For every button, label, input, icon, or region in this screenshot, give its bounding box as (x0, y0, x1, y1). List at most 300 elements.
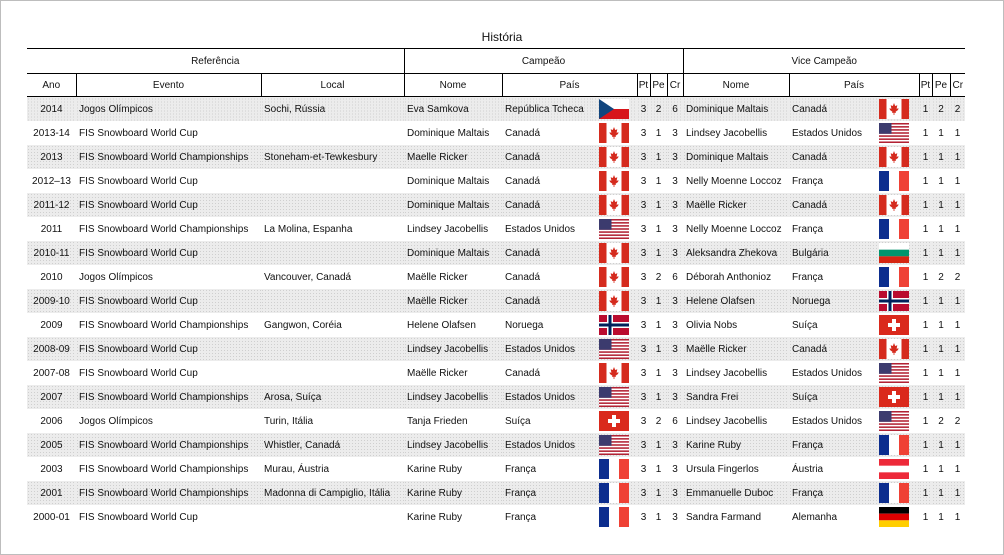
cell-vice-pe: 2 (932, 97, 950, 122)
cell-campeao-pais: França (502, 481, 591, 505)
cell-campeao-flag (591, 457, 637, 481)
cell-ano: 2005 (27, 433, 76, 457)
cell-campeao-cr: 3 (667, 385, 683, 409)
cell-campeao-pe: 1 (650, 481, 667, 505)
cell-vice-flag (869, 241, 919, 265)
cell-vice-pais: Bulgária (789, 241, 869, 265)
cell-vice-flag (869, 385, 919, 409)
cell-ano: 2011 (40, 223, 63, 235)
cell-campeao-nome: Helene Olafsen (407, 319, 476, 331)
cell-campeao-nome: Maëlle Ricker (404, 289, 502, 313)
cell-campeao-pe: 1 (655, 175, 662, 187)
cell-campeao-pe: 1 (655, 367, 662, 379)
cell-campeao-flag (591, 241, 637, 265)
cell-campeao-pt: 3 (640, 463, 647, 475)
cell-vice-pt: 1 (922, 223, 929, 235)
cell-vice-pe: 1 (938, 175, 944, 187)
cell-campeao-pt: 3 (640, 175, 647, 187)
cell-vice-nome: Sandra Frei (683, 385, 789, 409)
col-header-vice-nome: Nome (683, 74, 789, 97)
cell-vice-nome: Maëlle Ricker (683, 337, 789, 361)
cell-campeao-pt: 3 (640, 367, 647, 379)
czech-flag-icon (599, 99, 629, 119)
cell-vice-nome: Aleksandra Zhekova (683, 241, 789, 265)
canada-flag-icon (599, 147, 629, 167)
cell-vice-flag (869, 505, 919, 529)
cell-vice-pe: 2 (938, 271, 944, 283)
table-row (27, 145, 965, 169)
cell-vice-pt: 1 (919, 193, 932, 217)
cell-campeao-pais: Canadá (502, 193, 591, 217)
cell-campeao-cr: 6 (672, 271, 678, 283)
cell-campeao-nome: Dominique Maltais (407, 127, 490, 139)
cell-campeao-pt: 3 (637, 289, 650, 313)
cell-campeao-flag (591, 505, 637, 529)
cell-campeao-cr: 3 (672, 175, 678, 187)
cell-vice-cr: 1 (950, 385, 965, 409)
cell-evento: FIS Snowboard World Cup (79, 175, 198, 187)
cell-campeao-pt: 3 (637, 385, 650, 409)
cell-campeao-pe: 1 (655, 223, 662, 235)
cell-campeao-flag (591, 193, 637, 217)
cell-vice-pais: França (792, 271, 824, 283)
cell-campeao-pais: Canadá (505, 367, 541, 379)
canada-flag-icon (599, 171, 629, 191)
cell-vice-pais: França (789, 481, 869, 505)
cell-campeao-pe: 1 (655, 319, 662, 331)
cell-evento: FIS Snowboard World Cup (76, 289, 261, 313)
cell-campeao-flag (591, 145, 637, 169)
cell-ano: 2010 (40, 271, 63, 283)
canada-flag-icon (879, 339, 909, 359)
table-title: História (481, 30, 523, 44)
cell-vice-pt: 1 (919, 433, 932, 457)
cell-local: Gangwon, Coréia (264, 319, 342, 331)
cell-campeao-nome: Lindsey Jacobellis (404, 337, 502, 361)
table-row (27, 193, 965, 217)
cell-campeao-pe: 1 (655, 463, 662, 475)
canada-flag-icon (599, 195, 629, 215)
table-row (27, 481, 965, 505)
cell-campeao-pe: 2 (650, 97, 667, 122)
cell-campeao-pe: 1 (650, 337, 667, 361)
table-row (27, 265, 965, 289)
history-table (27, 48, 965, 529)
cell-vice-pt: 1 (919, 385, 932, 409)
cell-local (261, 193, 404, 217)
cell-local (261, 289, 404, 313)
cell-vice-pt: 1 (922, 415, 929, 427)
col-header-campeao-cr: Cr (667, 74, 683, 97)
cell-vice-nome: Emmanuelle Duboc (683, 481, 789, 505)
cell-vice-cr: 1 (950, 481, 965, 505)
cell-vice-pt: 1 (922, 175, 929, 187)
cell-campeao-pt: 3 (637, 433, 650, 457)
col-header-ano: Ano (27, 74, 76, 97)
cell-evento: FIS Snowboard World Championships (79, 319, 249, 331)
usa-flag-icon (599, 339, 629, 359)
cell-campeao-cr: 3 (667, 145, 683, 169)
usa-flag-icon (599, 435, 629, 455)
cell-campeao-cr: 3 (667, 481, 683, 505)
cell-local: Arosa, Suíça (261, 385, 404, 409)
cell-campeao-pais: Estados Unidos (502, 337, 591, 361)
cell-campeao-pais: República Tcheca (502, 97, 591, 122)
cell-vice-flag (869, 217, 919, 241)
cell-campeao-flag (591, 385, 637, 409)
cell-campeao-flag (591, 217, 637, 241)
table-row (27, 121, 965, 145)
cell-campeao-nome: Dominique Maltais (404, 241, 502, 265)
cell-vice-flag (869, 265, 919, 289)
cell-campeao-pt: 3 (640, 127, 647, 139)
cell-ano: 2006 (40, 415, 63, 427)
cell-campeao-cr: 6 (667, 97, 683, 122)
cell-local: Turin, Itália (264, 415, 314, 427)
cell-campeao-flag (591, 481, 637, 505)
cell-vice-pais: Noruega (789, 289, 869, 313)
cell-evento: FIS Snowboard World Cup (79, 127, 198, 139)
cell-campeao-pais: Canadá (505, 271, 541, 283)
cell-campeao-flag (591, 313, 637, 337)
cell-evento: FIS Snowboard World Championships (76, 145, 261, 169)
cell-vice-pais: França (789, 433, 869, 457)
cell-vice-nome: Karine Ruby (683, 433, 789, 457)
cell-vice-pais: Estados Unidos (792, 127, 863, 139)
cell-campeao-pt: 3 (640, 271, 647, 283)
cell-vice-pt: 1 (919, 337, 932, 361)
france-flag-icon (879, 483, 909, 503)
cell-vice-nome: Lindsey Jacobellis (686, 127, 768, 139)
cell-campeao-flag (591, 169, 637, 193)
cell-evento: FIS Snowboard World Cup (79, 367, 198, 379)
col-header-campeao-pe: Pe (650, 74, 667, 97)
cell-vice-pe: 1 (932, 145, 950, 169)
cell-ano: 2010-11 (27, 241, 76, 265)
cell-vice-cr: 1 (950, 241, 965, 265)
table-row (27, 217, 965, 241)
cell-vice-pais: Canadá (789, 97, 869, 122)
cell-campeao-pais: Estados Unidos (505, 223, 576, 235)
cell-evento: FIS Snowboard World Championships (79, 223, 249, 235)
cell-campeao-cr: 3 (667, 241, 683, 265)
cell-vice-cr: 2 (950, 97, 965, 122)
france-flag-icon (599, 483, 629, 503)
cell-campeao-nome: Lindsey Jacobellis (404, 385, 502, 409)
table-row (27, 409, 965, 433)
cell-vice-cr: 1 (954, 175, 961, 187)
cell-vice-cr: 1 (954, 319, 961, 331)
canada-flag-icon (599, 267, 629, 287)
cell-campeao-pais: Estados Unidos (502, 433, 591, 457)
canada-flag-icon (599, 291, 629, 311)
col-header-vice-pt: Pt (919, 74, 932, 97)
cell-vice-cr: 1 (954, 367, 961, 379)
cell-vice-cr: 1 (950, 193, 965, 217)
cell-vice-pe: 1 (938, 367, 944, 379)
cell-evento: Jogos Olímpicos (79, 415, 153, 427)
cell-local (261, 361, 404, 385)
usa-flag-icon (879, 123, 909, 143)
cell-campeao-nome: Dominique Maltais (407, 175, 490, 187)
cell-evento: FIS Snowboard World Cup (76, 337, 261, 361)
france-flag-icon (879, 267, 909, 287)
cell-vice-flag (869, 193, 919, 217)
canada-flag-icon (599, 243, 629, 263)
cell-vice-pais: Estados Unidos (792, 367, 863, 379)
cell-vice-pt: 1 (919, 241, 932, 265)
cell-campeao-cr: 6 (672, 415, 678, 427)
cell-vice-flag (869, 97, 919, 122)
france-flag-icon (599, 459, 629, 479)
group-header-referencia: Referência (27, 49, 404, 74)
cell-evento: FIS Snowboard World Cup (76, 193, 261, 217)
table-row (27, 337, 965, 361)
cell-vice-pt: 1 (919, 481, 932, 505)
cell-vice-nome: Lindsey Jacobellis (686, 367, 768, 379)
cell-vice-pt: 1 (922, 367, 929, 379)
col-header-vice-pais: País (789, 74, 919, 97)
cell-vice-flag (869, 481, 919, 505)
cell-vice-cr: 2 (954, 271, 961, 283)
austria-flag-icon (879, 459, 909, 479)
cell-ano: 2000-01 (33, 511, 70, 523)
cell-vice-nome: Nelly Moenne Loccoz (686, 223, 782, 235)
cell-vice-pe: 1 (938, 127, 944, 139)
cell-campeao-pais: França (505, 511, 537, 523)
cell-ano: 2009 (40, 319, 63, 331)
cell-vice-pe: 1 (938, 463, 944, 475)
table-row (27, 313, 965, 337)
cell-campeao-pais: Noruega (505, 319, 544, 331)
cell-local: Madonna di Campiglio, Itália (261, 481, 404, 505)
cell-local: Stoneham-et-Tewkesbury (261, 145, 404, 169)
cell-campeao-nome: Karine Ruby (407, 511, 463, 523)
cell-campeao-pe: 1 (650, 145, 667, 169)
cell-local: Murau, Áustria (264, 463, 330, 475)
cell-campeao-cr: 3 (672, 223, 678, 235)
cell-vice-pais: Áustria (792, 463, 824, 475)
cell-campeao-pe: 1 (650, 193, 667, 217)
cell-vice-flag (869, 433, 919, 457)
bulgaria-flag-icon (879, 243, 909, 263)
cell-evento: FIS Snowboard World Championships (76, 385, 261, 409)
cell-campeao-pe: 1 (655, 127, 662, 139)
swiss-flag-icon (599, 411, 629, 431)
cell-vice-cr: 1 (950, 337, 965, 361)
cell-campeao-pt: 3 (637, 145, 650, 169)
usa-flag-icon (599, 219, 629, 239)
cell-vice-nome: Helene Olafsen (683, 289, 789, 313)
cell-vice-pt: 1 (922, 127, 929, 139)
cell-vice-cr: 1 (954, 127, 961, 139)
canada-flag-icon (879, 147, 909, 167)
cell-vice-flag (869, 169, 919, 193)
cell-vice-pt: 1 (919, 145, 932, 169)
cell-vice-pe: 1 (938, 223, 944, 235)
cell-vice-pt: 1 (919, 289, 932, 313)
cell-campeao-pe: 1 (650, 385, 667, 409)
table-row (27, 361, 965, 385)
cell-campeao-pe: 1 (655, 511, 662, 523)
cell-vice-pais: França (792, 223, 824, 235)
cell-vice-pais: Canadá (789, 193, 869, 217)
cell-vice-pt: 1 (922, 511, 929, 523)
cell-campeao-pt: 3 (640, 319, 647, 331)
cell-evento: FIS Snowboard World Championships (76, 481, 261, 505)
cell-vice-pe: 1 (932, 433, 950, 457)
cell-vice-pais: Canadá (789, 337, 869, 361)
cell-campeao-pe: 2 (655, 415, 662, 427)
cell-vice-flag (869, 337, 919, 361)
cell-vice-pe: 1 (938, 319, 944, 331)
norway-flag-icon (599, 315, 629, 335)
canada-flag-icon (599, 123, 629, 143)
cell-vice-flag (869, 145, 919, 169)
cell-local (261, 169, 404, 193)
col-header-local: Local (261, 74, 404, 97)
cell-ano: 2007-08 (33, 367, 70, 379)
cell-campeao-nome: Eva Samkova (404, 97, 502, 122)
cell-vice-pe: 1 (932, 481, 950, 505)
cell-vice-pe: 1 (932, 241, 950, 265)
cell-vice-flag (869, 313, 919, 337)
cell-vice-nome: Nelly Moenne Loccoz (686, 175, 782, 187)
cell-vice-nome: Dominique Maltais (683, 97, 789, 122)
germany-flag-icon (879, 507, 909, 527)
cell-campeao-pt: 3 (640, 415, 647, 427)
france-flag-icon (879, 171, 909, 191)
cell-vice-pe: 1 (932, 289, 950, 313)
col-header-campeao-nome: Nome (404, 74, 502, 97)
usa-flag-icon (879, 363, 909, 383)
norway-flag-icon (879, 291, 909, 311)
cell-vice-pt: 1 (922, 463, 929, 475)
cell-vice-pais: Alemanha (792, 511, 838, 523)
cell-vice-nome: Déborah Anthonioz (686, 271, 772, 283)
cell-campeao-nome: Maëlle Ricker (407, 367, 468, 379)
cell-campeao-pe: 1 (650, 289, 667, 313)
cell-campeao-pt: 3 (637, 241, 650, 265)
usa-flag-icon (879, 411, 909, 431)
cell-campeao-nome: Maëlle Ricker (407, 271, 468, 283)
cell-campeao-flag (591, 433, 637, 457)
france-flag-icon (879, 435, 909, 455)
cell-evento: FIS Snowboard World Cup (79, 511, 198, 523)
cell-vice-flag (869, 289, 919, 313)
cell-campeao-nome: Lindsey Jacobellis (407, 223, 489, 235)
cell-vice-pais: França (792, 175, 824, 187)
cell-vice-pt: 1 (922, 271, 929, 283)
cell-campeao-flag (591, 265, 637, 289)
col-header-campeao-pais: País (502, 74, 637, 97)
swiss-flag-icon (879, 315, 909, 335)
cell-campeao-flag (591, 337, 637, 361)
cell-vice-pais: Suíça (792, 319, 818, 331)
cell-campeao-pt: 3 (640, 223, 647, 235)
cell-vice-cr: 1 (950, 145, 965, 169)
cell-ano: 2008-09 (27, 337, 76, 361)
group-header-vice-campeao: Vice Campeão (683, 49, 965, 74)
cell-campeao-pe: 1 (650, 241, 667, 265)
cell-campeao-cr: 3 (667, 193, 683, 217)
cell-local: Sochi, Rússia (261, 97, 404, 122)
cell-campeao-pais: Suíça (505, 415, 531, 427)
cell-vice-flag (869, 457, 919, 481)
cell-campeao-pt: 3 (637, 193, 650, 217)
col-header-vice-pe: Pe (932, 74, 950, 97)
table-row (27, 433, 965, 457)
cell-campeao-cr: 3 (672, 511, 678, 523)
cell-ano: 2014 (27, 97, 76, 122)
cell-vice-cr: 2 (954, 415, 961, 427)
cell-vice-nome: Olivia Nobs (686, 319, 738, 331)
cell-campeao-pais: França (505, 463, 537, 475)
cell-campeao-pais: Canadá (505, 175, 541, 187)
canada-flag-icon (879, 99, 909, 119)
cell-campeao-pt: 3 (637, 481, 650, 505)
cell-campeao-cr: 3 (667, 289, 683, 313)
cell-campeao-nome: Karine Ruby (407, 463, 463, 475)
cell-evento: Jogos Olímpicos (76, 97, 261, 122)
cell-campeao-nome: Maelle Ricker (404, 145, 502, 169)
france-flag-icon (879, 219, 909, 239)
cell-campeao-pe: 2 (655, 271, 662, 283)
cell-campeao-pe: 1 (650, 433, 667, 457)
cell-vice-pe: 1 (932, 193, 950, 217)
cell-campeao-flag (591, 409, 637, 433)
cell-campeao-nome: Tanja Frieden (407, 415, 468, 427)
cell-campeao-nome: Dominique Maltais (404, 193, 502, 217)
cell-vice-pais: Canadá (789, 145, 869, 169)
table-row (27, 97, 965, 122)
swiss-flag-icon (879, 387, 909, 407)
table-row (27, 385, 965, 409)
usa-flag-icon (599, 387, 629, 407)
cell-campeao-pt: 3 (640, 511, 647, 523)
cell-campeao-flag (591, 361, 637, 385)
cell-vice-nome: Dominique Maltais (683, 145, 789, 169)
cell-local: La Molina, Espanha (264, 223, 353, 235)
canada-flag-icon (879, 195, 909, 215)
cell-vice-cr: 1 (954, 463, 961, 475)
cell-vice-flag (869, 361, 919, 385)
cell-campeao-cr: 3 (672, 127, 678, 139)
cell-local: Whistler, Canadá (261, 433, 404, 457)
cell-ano: 2013-14 (33, 127, 70, 139)
cell-local (261, 337, 404, 361)
canada-flag-icon (599, 363, 629, 383)
cell-vice-nome: Ursula Fingerlos (686, 463, 759, 475)
cell-campeao-pais: Canadá (505, 127, 541, 139)
cell-campeao-nome: Karine Ruby (404, 481, 502, 505)
cell-vice-flag (869, 409, 919, 433)
cell-campeao-cr: 3 (672, 319, 678, 331)
group-header-campeao: Campeão (404, 49, 683, 74)
table-row (27, 505, 965, 529)
cell-ano: 2009-10 (27, 289, 76, 313)
cell-campeao-pais: Canadá (502, 289, 591, 313)
france-flag-icon (599, 507, 629, 527)
cell-vice-cr: 1 (954, 511, 961, 523)
table-row (27, 169, 965, 193)
cell-local: Vancouver, Canadá (264, 271, 352, 283)
cell-ano: 2011-12 (27, 193, 76, 217)
cell-vice-pe: 1 (938, 511, 944, 523)
cell-campeao-pt: 3 (637, 337, 650, 361)
cell-campeao-pais: Canadá (502, 241, 591, 265)
cell-campeao-pais: Estados Unidos (502, 385, 591, 409)
